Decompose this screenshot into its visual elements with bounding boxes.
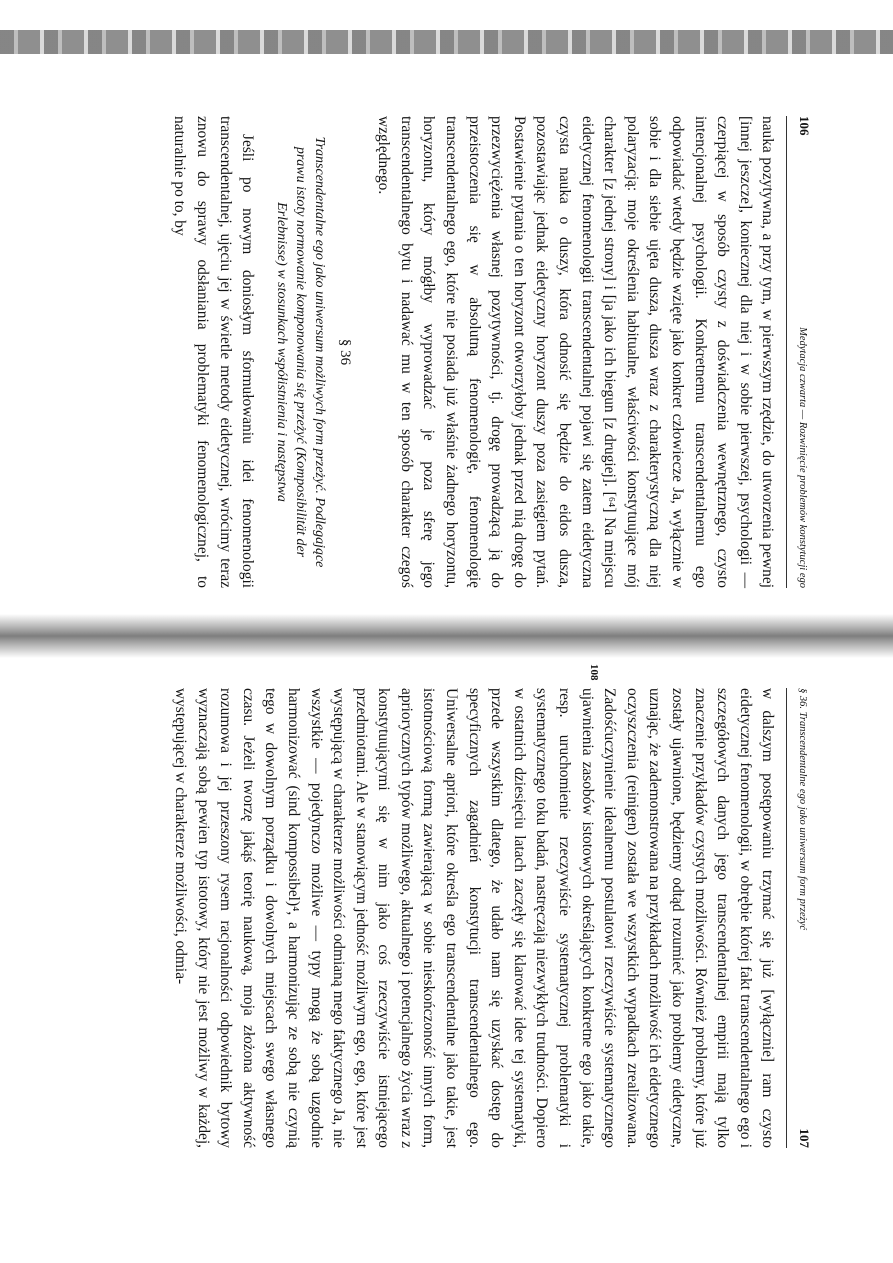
left-running-head xyxy=(786,116,815,588)
right-running-head xyxy=(786,688,815,1148)
section-number: § 36 xyxy=(336,338,353,365)
book-spread xyxy=(57,102,837,1162)
left-paragraph-2: Jeśli po nowym doniosłym sformułowaniu idei fenomenologii transcendentalnej, ujęciu jej w świetle metody eidetycznej, wrócimy teraz znowu do sprawy odsłaniania problematyki fenomenologicznej, to naturalnie po to, by xyxy=(170,115,256,588)
left-running-head-title: Medytacja czwarta — Rozwinięcie problemów konstytucji ego xyxy=(796,326,808,588)
scan-top-edge xyxy=(0,30,893,54)
right-running-head-title: § 36. Transcendentalne ego jako uniwersum form przeżyć xyxy=(796,687,808,930)
right-paragraph-1: w dalszym postępowaniu trzymać się już [wyłącznie] ram czysto eidetycznej fenomenologii, w obrębie której fakt transcendentalnego ego i szczegółowych danych jego transcendentalnej empirii mają tylko znaczenie przykładów czystych możliwości. Również problemy, które już zostały ujawnione, będziemy odtąd rozumieć jako problemy eidetyczne, uznając, że zademonstrowana na przykładach możliwość ich eidetycznego oczyszczenia (reinigen) została we wszystkich wypadkach zrealizowana. Zadośćuczynienie idealnemu postulatowi rzeczywiście systematycznego ujawnienia zasobów istotowych określających konkretne ego jako takie, resp. uruchomienie rzeczywiście systematycznej problematyki i systematycznego toku badań, nastręczają niezwykłych trudności. Dopiero w ostatnich dziesięciu latach zaczęły się klarować idee tej systematyki, przede wszystkim dlatego, że udało nam się uzyskać dostęp do specyficznych zagadnień konstytucji transcendentalnego ego. Uniwersalne apriori, które określa ego transcendentalne jako takie, jest istotnościową formą zawierającą w sobie nieskończoność innych form, apriorycznych typów możliwego, aktualnego i potencjalnego życia wraz z konstytuującymi się w nim jako coś rzeczywiście istniejącego przedmiotami. Ale w stanowiącym jedność możliwym ego, ego, które jest występującą w charakterze możliwości odmianą mego faktycznego Ja, nie wszystkie — pojedynczo możliwe — typy mogą że sobą uzgodnie harmonizować (sind kompossibel)⁴, a harmonizując ze sobą nie czynią tego w dowolnym porządku i dowolnych miejscach swego własnego czasu. Jeżeli tworzę jakąś teorię naukową, moja złożona aktywność rozumowa i jej przeszony rysem racjonalności odpowiednik bytowy wyznaczają sobą pewien typ istotowy, który nie jest możliwy w każdej, występującej w charakterze możliwości, odmia- xyxy=(171,687,776,1148)
left-paragraph-1: nauka pozytywna, a przy tym, w pierwszym rzędzie, do utworzenia pewnej [innej jeszcze], koniecznej dla niej i w sobie pierwszej, psychologii — czerpiącej w sposób czysty z doświadczenia wewnętrznego, czysto intencjonalnej psychologii. Konkretnemu transcendentalnemu ego odpowiadać wtedy będzie wzięte jako konkret człowiecze Ja, wyłącznie w sobie i dla siebie ujęta dusza, dusza wraz z charakterystyczną dla niej polaryzacją: moje określenia habitualne, właściwości konstytuujące mój charakter [z jednej strony] i [ja jako ich biegun [z drugiej]. [⁶⁴] Na miejscu eidetycznej fenomenologii transcendentalnej pojawi się zatem eidetyczna czysta nauka o duszy, która odnosić się będzie do eidos dusza, pozostawiając jednak eidetyczny horyzont duszy poza zasięgiem pytań. Postawienie pytania o ten horyzont otworzyłoby jednak przed nią drogę do przezwyciężenia własnej pozytywności, tj. drogę prowadzącą ją do przeistoczenia się w absolutną fenomenologię, fenomenologię transcendentalnego ego, które nie posiada już właśnie żadnego horyzontu, horyzontu, który mógłby wyprowadzać je poza sferę jego transcendentalnego bytu i nadawać mu w ten sposób charakter czegoś względnego. xyxy=(374,115,776,588)
left-page xyxy=(57,102,837,602)
right-page xyxy=(57,662,837,1162)
margin-page-reference: 108 xyxy=(587,663,600,680)
left-page-number: 106 xyxy=(796,115,812,135)
section-title: Transcendentalne ego jako uniwersum możliwych form przeżyć. Podlegające prawu istoty normowanie komponowania się przeżyć (Komposibilität der Erlebnisse) w stosunkach współistnienia i następstwa xyxy=(273,136,327,567)
right-page-number: 107 xyxy=(796,1128,812,1148)
